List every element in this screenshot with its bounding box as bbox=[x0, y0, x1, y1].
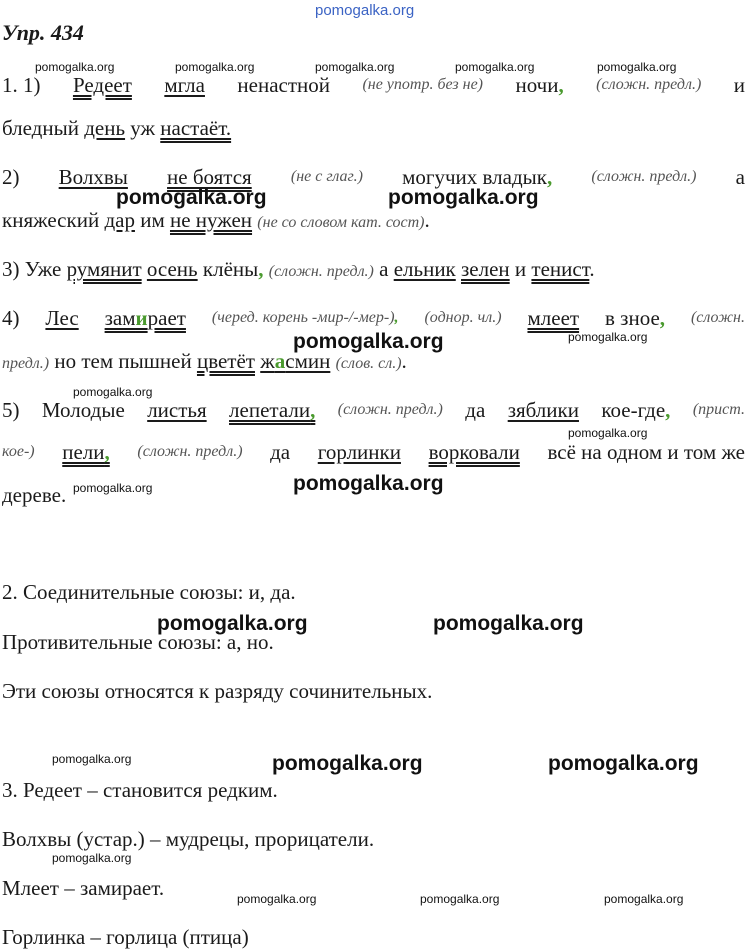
sentence-3: 3) Уже румянит осень клёны, (сложн. предл.) а ельник зелен и тенист. bbox=[2, 257, 595, 281]
sentence-4-line-1 bbox=[2, 305, 745, 331]
watermark: pomogalka.org bbox=[73, 481, 153, 495]
watermark: pomogalka.org bbox=[237, 892, 317, 906]
subject: осень bbox=[146, 257, 198, 281]
item-number: 5) bbox=[2, 398, 20, 422]
word: клёны, bbox=[202, 257, 264, 281]
grammar-note: (не со словом кат. сост) bbox=[257, 214, 425, 231]
word: Уже bbox=[24, 257, 62, 281]
watermark: pomogalka.org bbox=[597, 60, 677, 74]
subject: листья bbox=[147, 398, 207, 422]
word: бледный bbox=[2, 116, 79, 140]
subject: жасмин bbox=[260, 349, 331, 373]
predicate: зелен bbox=[461, 257, 510, 281]
word: могучих владык, bbox=[402, 165, 553, 189]
word: ненастной bbox=[237, 73, 330, 97]
predicate: не нужен bbox=[169, 208, 253, 232]
grammar-note: (сложн. предл.) bbox=[137, 443, 243, 460]
grammar-note: предл.) bbox=[2, 355, 50, 372]
predicate: замирает bbox=[104, 306, 186, 330]
word: и bbox=[514, 257, 527, 281]
grammar-note: (слов. сл.) bbox=[335, 355, 402, 372]
grammar-note: (сложн. предл.) bbox=[268, 263, 374, 280]
predicate: не боятся bbox=[167, 165, 252, 189]
grammar-note: (не с глаг.) bbox=[290, 168, 363, 185]
word: да bbox=[270, 440, 291, 464]
section-3-line-2: Волхвы (устар.) – мудрецы, прорицатели. bbox=[2, 827, 375, 851]
grammar-note: (черед. корень -мир-/-мер-), bbox=[211, 309, 399, 326]
watermark: pomogalka.org bbox=[568, 330, 648, 344]
grammar-note: (сложн. предл.) bbox=[591, 168, 697, 185]
watermark: pomogalka.org bbox=[388, 186, 539, 209]
predicate: цветёт bbox=[196, 349, 255, 373]
word: а bbox=[735, 165, 745, 189]
grammar-note: (однор. чл.) bbox=[424, 309, 502, 326]
subject: горлинки bbox=[317, 440, 401, 464]
watermark: pomogalka.org bbox=[420, 892, 500, 906]
watermark: pomogalka.org bbox=[293, 330, 444, 353]
predicate: тенист bbox=[531, 257, 590, 281]
subject: мгла bbox=[164, 73, 205, 97]
section-3-line-3: Млеет – замирает. bbox=[2, 876, 165, 900]
subject: зяблики bbox=[507, 398, 579, 422]
sentence-1-line-2 bbox=[2, 115, 231, 141]
watermark: pomogalka.org bbox=[272, 752, 423, 775]
word: княжеский bbox=[2, 208, 100, 232]
section-3-line-4: Горлинка – горлица (птица) bbox=[2, 925, 249, 949]
subject: Лес bbox=[45, 306, 79, 330]
site-watermark-top: pomogalka.org bbox=[315, 2, 415, 19]
predicate: настаёт. bbox=[160, 116, 232, 140]
sentence-5-line-1 bbox=[2, 397, 745, 423]
subject: Волхвы bbox=[58, 165, 128, 189]
watermark: pomogalka.org bbox=[175, 60, 255, 74]
word: дереве. bbox=[2, 483, 67, 507]
section-2-line-3: Эти союзы относятся к разряду сочинительных. bbox=[2, 679, 433, 703]
sentence-1-line-1 bbox=[2, 72, 745, 98]
grammar-note: (сложн. предл.) bbox=[596, 76, 702, 93]
subject: дар bbox=[104, 208, 135, 232]
watermark: pomogalka.org bbox=[73, 385, 153, 399]
sentence-5-line-2 bbox=[2, 439, 745, 465]
word: да bbox=[465, 398, 486, 422]
predicate: лепетали, bbox=[229, 398, 316, 422]
subject: ельник bbox=[393, 257, 456, 281]
exercise-title: Упр. 434 bbox=[2, 20, 84, 45]
grammar-note: кое-) bbox=[2, 443, 35, 460]
predicate: ворковали bbox=[428, 440, 520, 464]
watermark: pomogalka.org bbox=[315, 60, 395, 74]
word: всё на одном и том же bbox=[547, 440, 745, 464]
watermark: pomogalka.org bbox=[293, 472, 444, 495]
section-3-line-1: 3. Редеет – становится редким. bbox=[2, 778, 278, 802]
word: в зное, bbox=[605, 306, 666, 330]
word: а bbox=[379, 257, 389, 281]
grammar-note: (сложн. предл.) bbox=[337, 401, 443, 418]
sentence-5-line-3 bbox=[2, 482, 66, 508]
watermark: pomogalka.org bbox=[548, 752, 699, 775]
word: но тем пышней bbox=[54, 349, 192, 373]
predicate: пели, bbox=[62, 440, 110, 464]
word: Молодые bbox=[41, 398, 125, 422]
grammar-note: (не употр. без не) bbox=[362, 76, 484, 93]
watermark: pomogalka.org bbox=[116, 186, 267, 209]
word: кое-где, bbox=[601, 398, 671, 422]
subject: день bbox=[84, 116, 126, 140]
watermark: pomogalka.org bbox=[52, 851, 132, 865]
section-2-line-2: Противительные союзы: а, но. bbox=[2, 630, 274, 654]
watermark: pomogalka.org bbox=[433, 612, 584, 635]
item-number: 4) bbox=[2, 306, 20, 330]
watermark: pomogalka.org bbox=[604, 892, 684, 906]
watermark: pomogalka.org bbox=[52, 752, 132, 766]
sentence-2-line-1 bbox=[2, 164, 745, 190]
item-number: 2) bbox=[2, 165, 20, 189]
predicate: румянит bbox=[66, 257, 142, 281]
grammar-note: (прист. bbox=[692, 401, 745, 418]
predicate: млеет bbox=[527, 306, 580, 330]
sentence-4-line-2: предл.) но тем пышней цветёт жасмин (слов. сл.). bbox=[2, 349, 407, 373]
watermark: pomogalka.org bbox=[35, 60, 115, 74]
sentence-2-line-2: княжеский дар им не нужен (не со словом кат. сост). bbox=[2, 208, 430, 232]
item-number: 1. 1) bbox=[2, 73, 41, 97]
item-number: 3) bbox=[2, 257, 20, 281]
word: ночи, bbox=[515, 73, 564, 97]
watermark: pomogalka.org bbox=[568, 426, 648, 440]
word: и bbox=[733, 73, 745, 97]
word: уж bbox=[130, 116, 156, 140]
watermark: pomogalka.org bbox=[157, 612, 308, 635]
grammar-note: (сложн. bbox=[690, 309, 745, 326]
word: им bbox=[140, 208, 165, 232]
section-2-line-1: 2. Соединительные союзы: и, да. bbox=[2, 580, 296, 604]
predicate: Редеет bbox=[72, 73, 132, 97]
watermark: pomogalka.org bbox=[455, 60, 535, 74]
